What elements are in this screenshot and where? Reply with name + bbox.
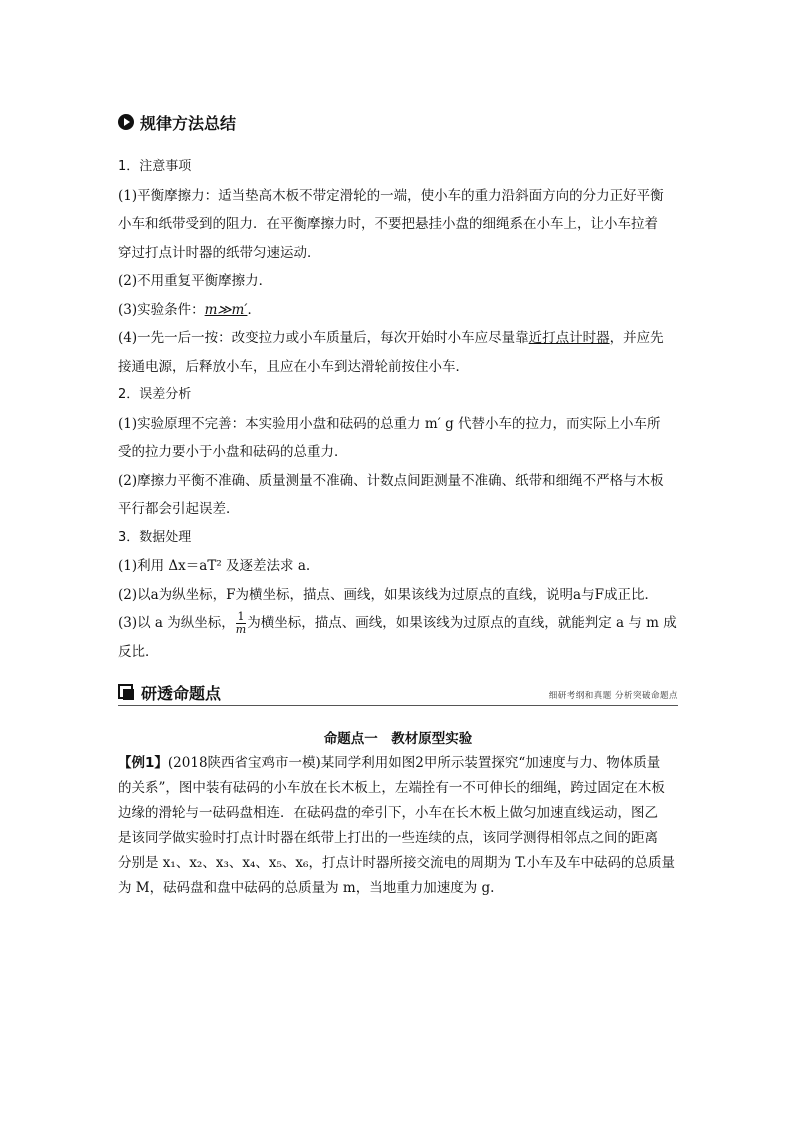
- note-4-underlined: 近打点计时器: [528, 330, 610, 346]
- example-line-1-text: (2018陕西省宝鸡市一模)某同学利用如图2甲所示装置探究“加速度与力、物体质量: [167, 755, 661, 771]
- note-1-line-3: 穿过打点计时器的纸带匀速运动．: [118, 244, 321, 261]
- square-frame-icon: [118, 684, 133, 699]
- note-2: (2)不用重复平衡摩擦力．: [118, 273, 273, 289]
- data-3-text-a: (3)以 a 为纵坐标，: [118, 615, 235, 631]
- banner-subtitle: 细研考纲和真题 分析突破命题点: [548, 691, 678, 701]
- error-1-line-1: (1)实验原理不完善：本实验用小盘和砝码的总重力 m′ g 代替小车的拉力，而实际上小车所: [118, 415, 661, 432]
- note-4-text-a: (4)一先一后一按：改变拉力或小车质量后，每次开始时小车应尽量靠: [118, 330, 529, 346]
- data-3-text-b: 为横坐标，描点、画线，如果该线为过原点的直线，就能判定 a 与 m 成: [247, 615, 677, 631]
- note-4-line-1: [118, 324, 678, 353]
- method-summary: [118, 153, 678, 666]
- notes-heading: 1．注意事项: [118, 159, 192, 174]
- topic-title: 命题点一 教材原型实验: [323, 731, 473, 747]
- note-1-line-2: 小车和纸带受到的阻力．在平衡摩擦力时，不要把悬挂小盘的细绳系在小车上，让小车拉着: [118, 216, 658, 232]
- section-banner: [118, 681, 678, 706]
- error-2-line-1: (2)摩擦力平衡不准确、质量测量不准确、计数点间距测量不准确、纸带和细绳不严格与木板: [118, 472, 664, 489]
- note-3-condition: m≫m′: [204, 301, 248, 318]
- play-circle-icon: [118, 114, 134, 130]
- data-2: (2)以a为纵坐标，F为横坐标，描点、画线，如果该线为过原点的直线，说明a与F成正比．: [118, 586, 658, 603]
- data-heading: 3．数据处理: [118, 529, 192, 545]
- error-1-line-2: 受的拉力要小于小盘和砝码的总重力．: [118, 444, 348, 460]
- example-line-2: 的关系”，图中装有砝码的小车放在长木板上，左端拴有一不可伸长的细绳，跨过固定在木板: [118, 780, 665, 796]
- example-line-1: [118, 751, 678, 776]
- fraction-denominator: m: [235, 623, 247, 636]
- fraction-numerator: 1: [237, 610, 245, 623]
- data-3-line-1: [118, 609, 678, 638]
- data-1: (1)利用 Δx＝aT² 及逐差法求 a.: [118, 558, 311, 574]
- note-3-prefix: (3)实验条件：: [118, 301, 205, 318]
- section-heading: [118, 111, 236, 133]
- section-title: 规律方法总结: [140, 113, 237, 133]
- fraction-one-over-m: [236, 611, 246, 636]
- example-line-3: 边缘的滑轮与一砝码盘相连．在砝码盘的牵引下，小车在长木板上做匀加速直线运动，图乙: [118, 805, 658, 821]
- example-line-5: 分别是 x₁、x₂、x₃、x₄、x₅、x₆，打点计时器所接交流电的周期为 T.小车及车中砝码的总质量: [118, 855, 676, 871]
- note-3: [118, 296, 678, 325]
- error-heading: 2．误差分析: [118, 387, 192, 402]
- example-line-6: 为 M，砝码盘和盘中砝码的总质量为 m，当地重力加速度为 g.: [118, 880, 495, 896]
- example-1: [118, 751, 678, 901]
- note-4-text-c: ，并应先: [609, 330, 664, 346]
- example-tag: 【例1】: [118, 755, 168, 771]
- banner-title: 研透命题点: [141, 684, 222, 703]
- example-line-4: 是该同学做实验时打点计时器在纸带上打出的一些连续的点，该同学测得相邻点之间的距离: [118, 830, 658, 846]
- note-1-line-1: (1)平衡摩擦力：适当垫高木板不带定滑轮的一端，使小车的重力沿斜面方向的分力正好平衡: [118, 187, 664, 204]
- data-3-line-2: 反比．: [118, 643, 159, 660]
- note-4-line-2: 接通电源，后释放小车，且应在小车到达滑轮前按住小车．: [118, 358, 469, 375]
- note-3-suffix: ．: [247, 301, 261, 318]
- error-2-line-2: 平行都会引起误差．: [118, 501, 240, 517]
